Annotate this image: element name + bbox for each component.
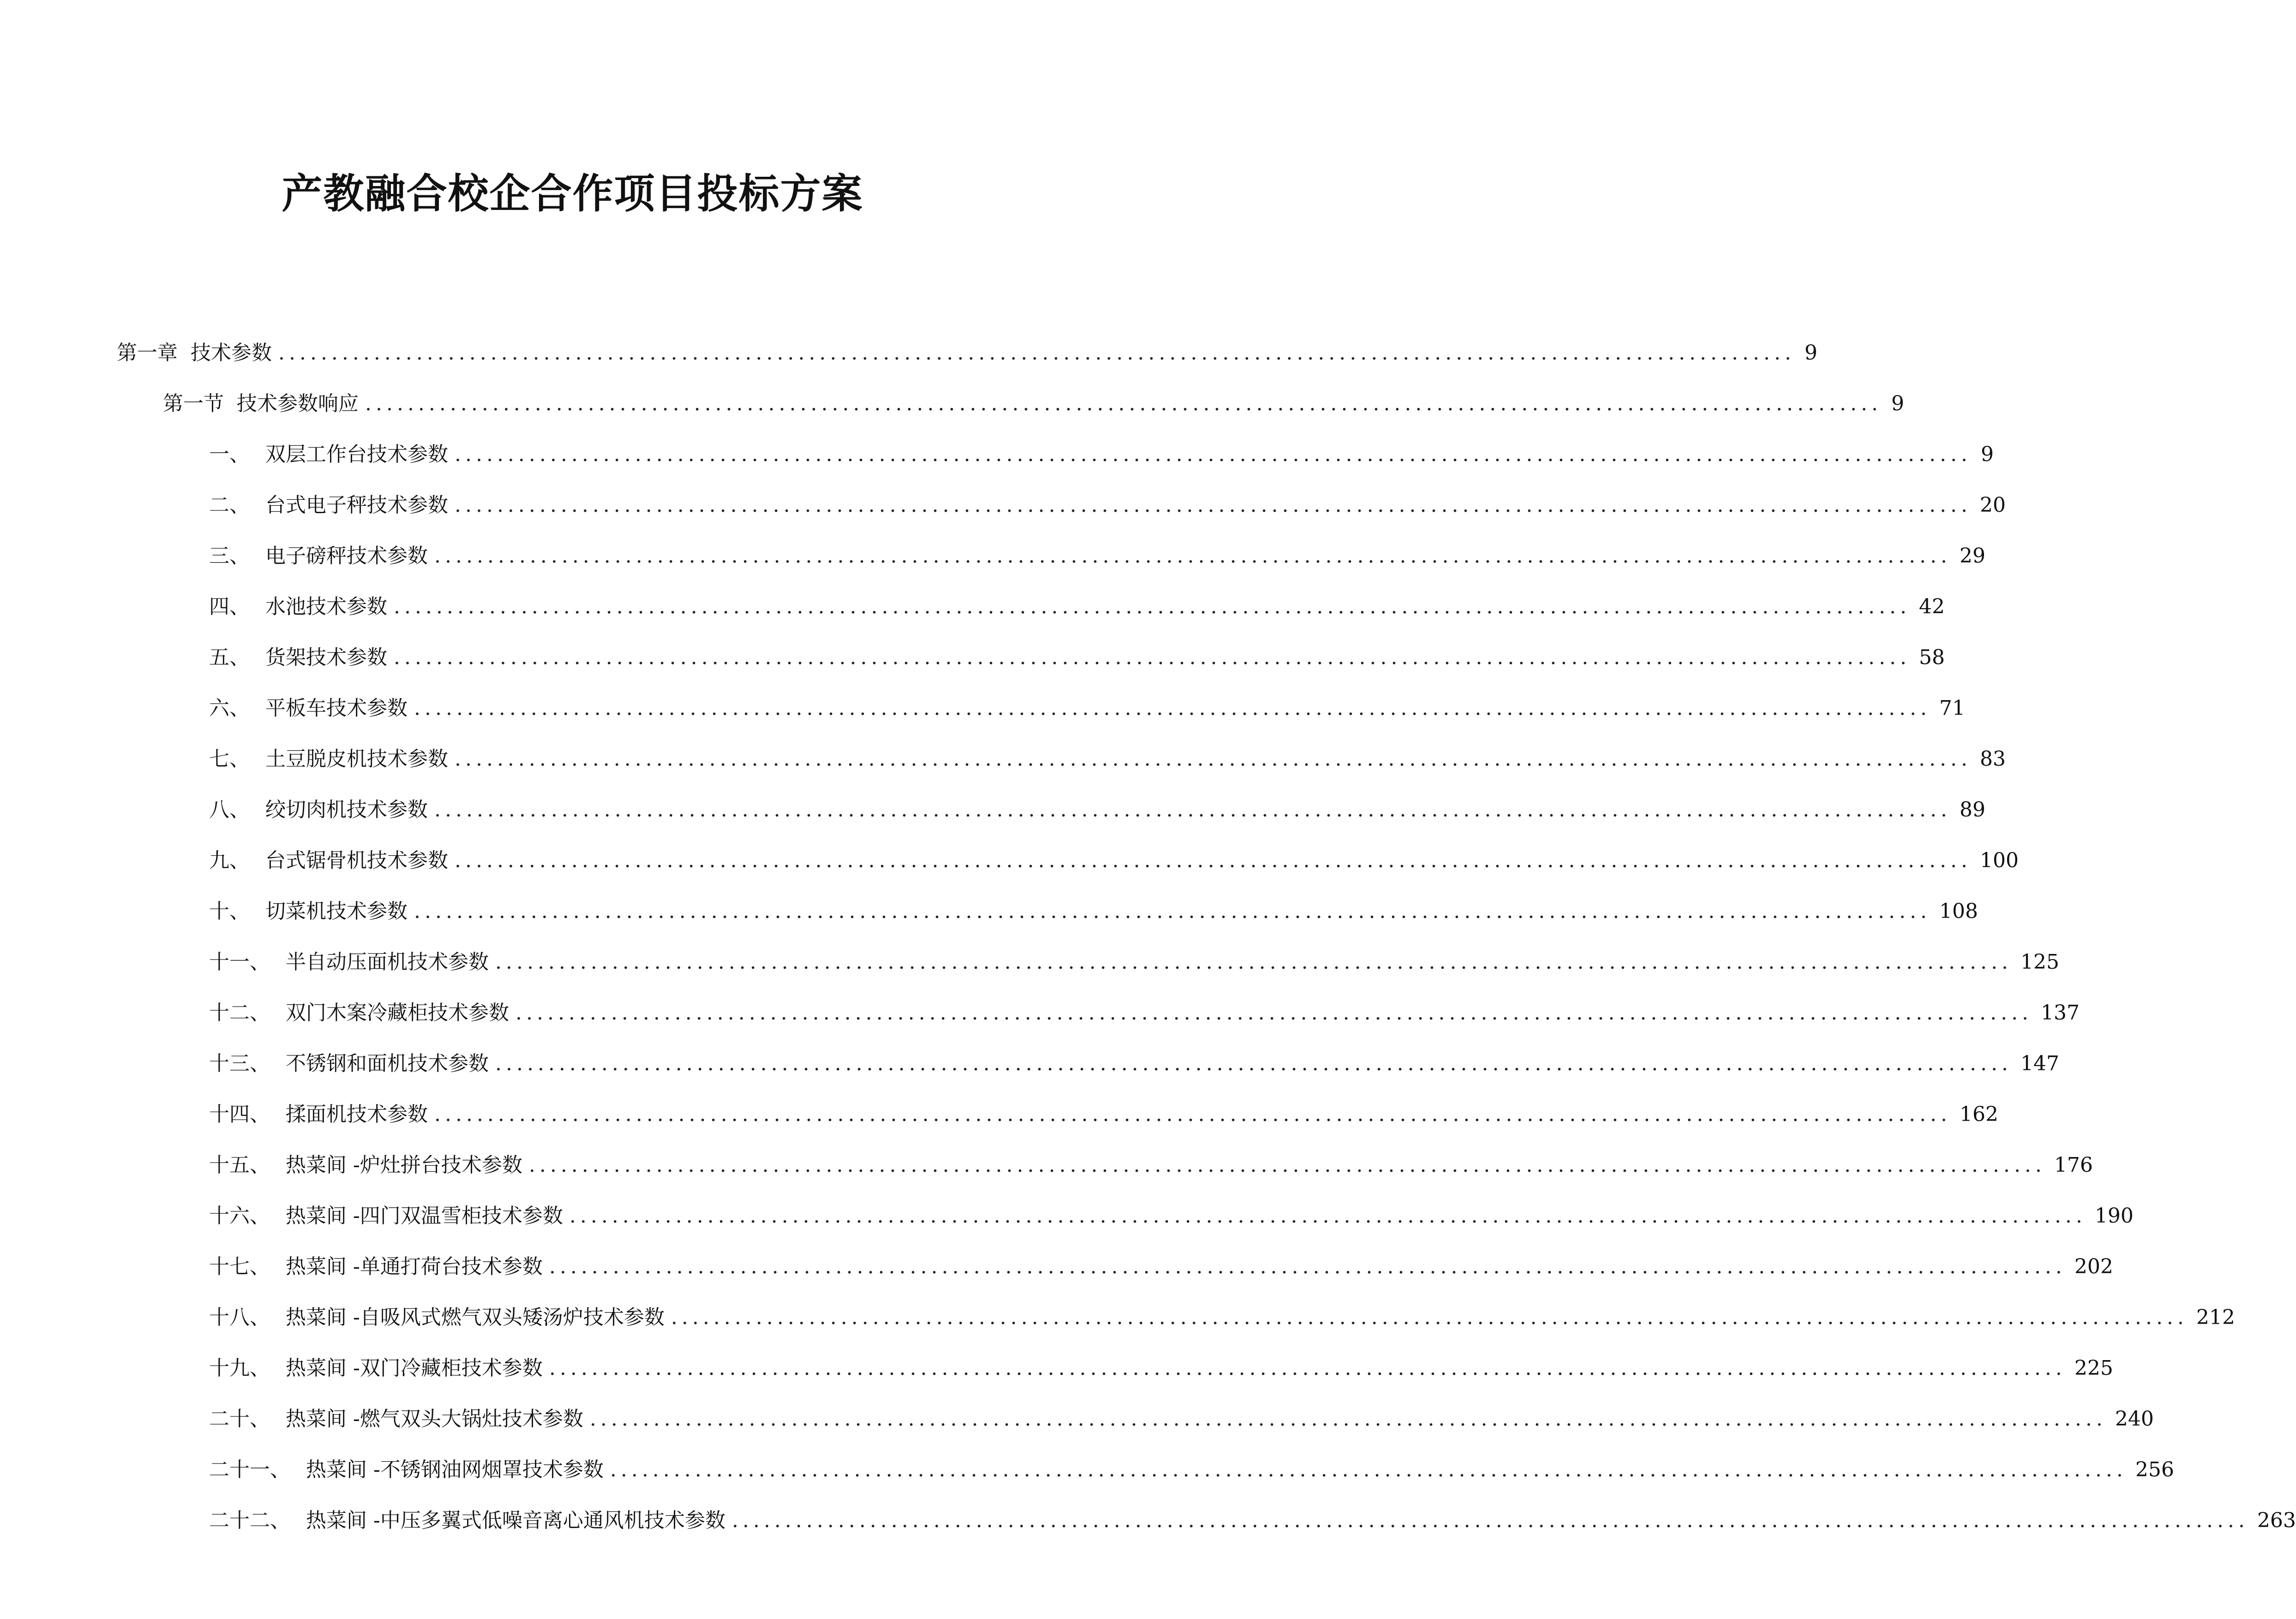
toc-entry-page: 9 bbox=[1981, 443, 1994, 466]
toc-dot-leader: ............................................................................................................................................... bbox=[528, 1153, 2046, 1177]
toc-entry-label: 热菜间 -单通打荷台技术参数 bbox=[286, 1255, 543, 1278]
toc-entry-item-1[interactable] bbox=[209, 436, 1994, 473]
toc-entry-item-4[interactable] bbox=[209, 588, 1945, 625]
toc-entry-item-8[interactable] bbox=[209, 792, 1986, 828]
toc-dot-leader: ............................................................................................................................................... bbox=[455, 849, 1972, 872]
toc-entry-number: 五、 bbox=[209, 646, 250, 669]
toc-entry-page: 263 bbox=[2257, 1509, 2296, 1532]
toc-dot-leader: ............................................................................................................................................... bbox=[278, 341, 1796, 365]
toc-entry-item-16[interactable] bbox=[209, 1198, 2134, 1235]
toc-entry-number: 一、 bbox=[209, 443, 250, 466]
toc-dot-leader: ............................................................................................................................................... bbox=[549, 1255, 2066, 1278]
toc-entry-number: 六、 bbox=[209, 696, 250, 720]
toc-dot-leader: ............................................................................................................................................... bbox=[434, 798, 1952, 821]
toc-dot-leader: ............................................................................................................................................... bbox=[495, 1052, 2013, 1075]
toc-entry-number: 三、 bbox=[209, 544, 250, 568]
toc-entry-page: 125 bbox=[2020, 950, 2060, 974]
toc-entry-label: 水池技术参数 bbox=[265, 595, 387, 618]
toc-entry-item-13[interactable] bbox=[209, 1045, 2060, 1082]
toc-entry-page: 20 bbox=[1980, 493, 2006, 517]
toc-entry-page: 256 bbox=[2135, 1458, 2174, 1481]
toc-entry-label: 技术参数 bbox=[191, 341, 272, 365]
toc-entry-page: 162 bbox=[1960, 1103, 1999, 1126]
toc-entry-page: 190 bbox=[2094, 1204, 2134, 1228]
toc-entry-page: 9 bbox=[1804, 341, 1818, 365]
toc-entry-number: 十八、 bbox=[209, 1306, 270, 1329]
toc-dot-leader: ............................................................................................................................................... bbox=[455, 747, 1972, 771]
toc-entry-number: 七、 bbox=[209, 747, 250, 771]
toc-dot-leader: ............................................................................................................................................... bbox=[589, 1407, 2107, 1431]
toc-entry-item-15[interactable] bbox=[209, 1147, 2093, 1184]
toc-entry-label: 半自动压面机技术参数 bbox=[286, 950, 489, 974]
toc-entry-page: 42 bbox=[1919, 595, 1945, 618]
toc-entry-item-18[interactable] bbox=[209, 1299, 2235, 1336]
toc-entry-page: 176 bbox=[2054, 1153, 2093, 1177]
toc-entry-label: 绞切肉机技术参数 bbox=[265, 798, 428, 821]
toc-entry-page: 83 bbox=[1980, 747, 2006, 771]
toc-entry-page: 100 bbox=[1980, 849, 2019, 872]
toc-entry-label: 土豆脱皮机技术参数 bbox=[265, 747, 448, 771]
toc-entry-number: 十三、 bbox=[209, 1052, 270, 1075]
toc-entry-label: 不锈钢和面机技术参数 bbox=[286, 1052, 489, 1075]
toc-entry-label: 双门木案冷藏柜技术参数 bbox=[286, 1001, 509, 1025]
toc-dot-leader: ............................................................................................................................................... bbox=[610, 1458, 2127, 1481]
toc-entry-item-21[interactable] bbox=[209, 1451, 2174, 1488]
toc-entry-label: 货架技术参数 bbox=[265, 646, 387, 669]
toc-dot-leader: ............................................................................................................................................... bbox=[455, 493, 1972, 517]
toc-entry-page: 71 bbox=[1939, 696, 1966, 720]
toc-entry-item-2[interactable] bbox=[209, 487, 2006, 524]
toc-entry-page: 240 bbox=[2115, 1407, 2154, 1431]
toc-dot-leader: ............................................................................................................................................... bbox=[671, 1306, 2188, 1329]
toc-entry-number: 十二、 bbox=[209, 1001, 270, 1025]
toc-entry-number: 十九、 bbox=[209, 1356, 270, 1380]
toc-entry-page: 202 bbox=[2074, 1255, 2113, 1278]
toc-entry-item-3[interactable] bbox=[209, 538, 1986, 575]
toc-dot-leader: ............................................................................................................................................... bbox=[731, 1509, 2249, 1532]
toc-entry-number: 二十二、 bbox=[209, 1509, 290, 1532]
toc-dot-leader: ............................................................................................................................................... bbox=[495, 950, 2013, 974]
toc-dot-leader: ............................................................................................................................................... bbox=[414, 899, 1931, 923]
toc-entry-label: 热菜间 -不锈钢油网烟罩技术参数 bbox=[306, 1458, 604, 1481]
toc-entry-label: 台式锯骨机技术参数 bbox=[265, 849, 448, 872]
document-title: 产教融合校企合作项目投标方案 bbox=[282, 170, 863, 217]
toc-entry-item-10[interactable] bbox=[209, 893, 1978, 930]
toc-dot-leader: ............................................................................................................................................... bbox=[434, 544, 1952, 568]
toc-entry-label: 热菜间 -中压多翼式低噪音离心通风机技术参数 bbox=[306, 1509, 725, 1532]
toc-entry-label: 热菜间 -四门双温雪柜技术参数 bbox=[286, 1204, 563, 1228]
toc-entry-item-19[interactable] bbox=[209, 1350, 2113, 1387]
toc-entry-number: 二、 bbox=[209, 493, 250, 517]
toc-entry-number: 十五、 bbox=[209, 1153, 270, 1177]
toc-entry-number: 二十、 bbox=[209, 1407, 270, 1431]
toc-entry-page: 147 bbox=[2020, 1052, 2060, 1075]
toc-entry-label: 热菜间 -自吸风式燃气双头矮汤炉技术参数 bbox=[286, 1306, 665, 1329]
toc-entry-item-7[interactable] bbox=[209, 741, 2006, 778]
toc-entry-item-14[interactable] bbox=[209, 1096, 1999, 1133]
toc-entry-page: 89 bbox=[1960, 798, 1986, 821]
toc-entry-label: 双层工作台技术参数 bbox=[265, 443, 448, 466]
toc-entry-label: 台式电子秤技术参数 bbox=[265, 493, 448, 517]
toc-entry-page: 9 bbox=[1891, 392, 1905, 415]
toc-entry-page: 29 bbox=[1960, 544, 1986, 568]
toc-entry-number: 四、 bbox=[209, 595, 250, 618]
toc-entry-number: 十、 bbox=[209, 899, 250, 923]
toc-entry-item-9[interactable] bbox=[209, 842, 2019, 879]
toc-entry-item-20[interactable] bbox=[209, 1401, 2154, 1438]
toc-entry-number: 八、 bbox=[209, 798, 250, 821]
toc-entry-label: 揉面机技术参数 bbox=[286, 1103, 428, 1126]
toc-entry-label: 热菜间 -燃气双头大锅灶技术参数 bbox=[286, 1407, 583, 1431]
toc-entry-page: 212 bbox=[2196, 1306, 2235, 1329]
toc-dot-leader: ............................................................................................................................................... bbox=[365, 392, 1882, 415]
toc-entry-number: 十四、 bbox=[209, 1103, 270, 1126]
toc-entry-label: 热菜间 -炉灶拼台技术参数 bbox=[286, 1153, 522, 1177]
toc-entry-label: 技术参数响应 bbox=[237, 392, 359, 415]
toc-dot-leader: ............................................................................................................................................... bbox=[394, 646, 1911, 669]
toc-dot-leader: ............................................................................................................................................... bbox=[414, 696, 1931, 720]
toc-dot-leader: ............................................................................................................................................... bbox=[394, 595, 1911, 618]
toc-entry-item-6[interactable] bbox=[209, 690, 1966, 727]
toc-entry-number: 十六、 bbox=[209, 1204, 270, 1228]
toc-entry-label: 热菜间 -双门冷藏柜技术参数 bbox=[286, 1356, 543, 1380]
toc-dot-leader: ............................................................................................................................................... bbox=[549, 1356, 2066, 1380]
toc-entry-label: 平板车技术参数 bbox=[265, 696, 408, 720]
toc-entry-number: 十七、 bbox=[209, 1255, 270, 1278]
toc-entry-number: 九、 bbox=[209, 849, 250, 872]
toc-dot-leader: ............................................................................................................................................... bbox=[434, 1103, 1952, 1126]
toc-entry-page: 137 bbox=[2041, 1001, 2080, 1025]
toc-entry-label: 电子磅秤技术参数 bbox=[265, 544, 428, 568]
toc-entry-page: 108 bbox=[1939, 899, 1978, 923]
toc-entry-section-1[interactable] bbox=[163, 385, 1905, 422]
toc-entry-page: 58 bbox=[1919, 646, 1945, 669]
toc-dot-leader: ............................................................................................................................................... bbox=[516, 1001, 2033, 1025]
toc-dot-leader: ............................................................................................................................................... bbox=[569, 1204, 2086, 1228]
toc-dot-leader: ............................................................................................................................................... bbox=[455, 443, 1972, 466]
toc-entry-label: 切菜机技术参数 bbox=[265, 899, 408, 923]
toc-entry-number: 第一节 bbox=[163, 392, 224, 415]
toc-entry-number: 二十一、 bbox=[209, 1458, 290, 1481]
toc-entry-number: 第一章 bbox=[117, 341, 178, 365]
toc-entry-item-22[interactable] bbox=[209, 1502, 2296, 1539]
toc-entry-item-17[interactable] bbox=[209, 1248, 2113, 1285]
toc-entry-item-12[interactable] bbox=[209, 995, 2080, 1031]
toc-entry-page: 225 bbox=[2074, 1356, 2113, 1380]
toc-entry-item-11[interactable] bbox=[209, 944, 2060, 981]
toc-entry-chapter-1[interactable] bbox=[117, 335, 1818, 372]
toc-entry-number: 十一、 bbox=[209, 950, 270, 974]
toc-entry-item-5[interactable] bbox=[209, 639, 1945, 676]
